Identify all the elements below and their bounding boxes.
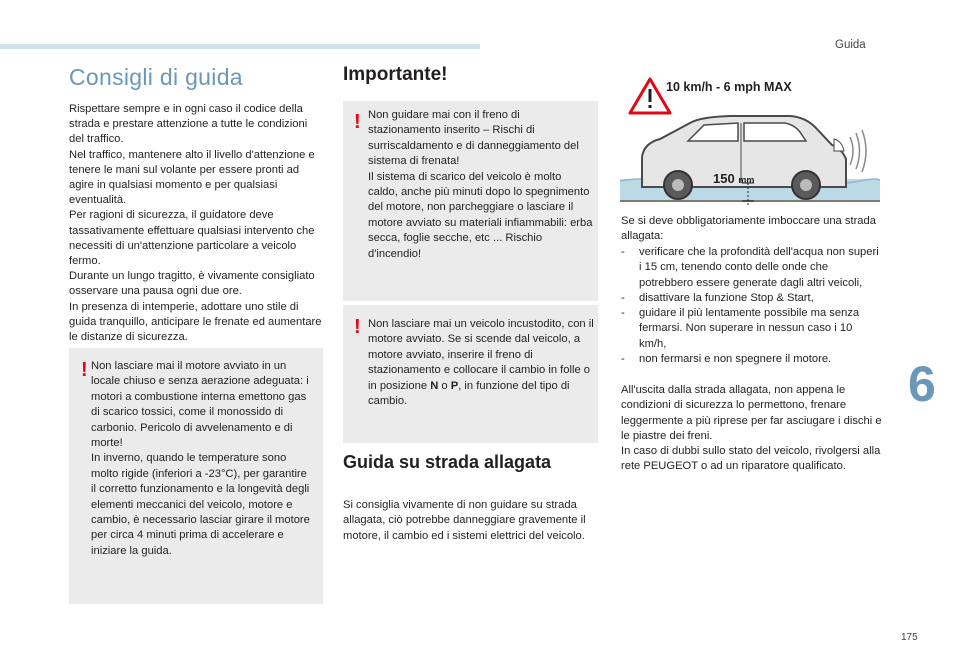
motion-lines-icon — [850, 130, 866, 172]
warning-engine-text: Non lasciare mai il motore avviato in un locale chiuso e senza aerazione adeguata: i motori a combustione interna emettono gas di scarico tossici, come il monossido di carbonio. Pericolo di avvelenamento e di morte! In inverno, quando le temperature sono molto rigide (inferiori a -23°C), per garantire il corretto funzionamento e la longevità degli elementi meccanici del veicolo, motore e cambio, è necessario lasciar girare il motore per circa 4 minuti prima di accelerare e iniziare la guida. — [91, 360, 310, 557]
list-item-text: guidare il più lentamente possibile ma senza fermarsi. Non superare in nessun caso i 10 km/h, — [639, 307, 860, 350]
warning-unattended-text — [368, 317, 594, 409]
depth-label — [713, 171, 754, 186]
list-item: - verificare che la profondità dell'acqua non superi i 15 cm, tenendo conto delle onde che potrebbero essere generate dagli altri veicoli, — [621, 246, 879, 289]
list-item: - guidare il più lentamente possibile ma senza fermarsi. Non superare in nessun caso i 10 km/h, — [621, 307, 860, 350]
warning-brake-text: Non guidare mai con il freno di stazionamento inserito – Rischi di surriscaldamento e di danneggiamento del sistema di frenata! Il sistema di scarico del veicolo è molto caldo, anche più minuti dopo lo spegnimento del motore, non parcheggiare o lasciare il motore avviato su materiali infiammabili: erba secca, foglie secche, etc ... Rischio d'incendio! — [368, 109, 593, 260]
important-heading: Importante! — [343, 64, 448, 85]
list-item: - disattivare la funzione Stop & Start, — [621, 291, 814, 304]
instructions-list — [621, 245, 881, 367]
right-outro-text: All'uscita dalla strada allagata, non appena le condizioni di sicurezza lo permettono, frenare leggermente a più riprese per far asciugare i dischi e le piastre dei freni. In caso di dubbi sullo stato del veicolo, rivolgersi alla rete PEUGEOT o ad un riparatore qualificato. — [621, 384, 882, 473]
warning-unattended-text-o: o — [438, 379, 451, 392]
flooded-road-illustration — [620, 75, 880, 210]
warning-unattended-text-a: Non lasciare mai un veicolo incustodito, con il motore avviato. Se si scende dal veicolo, a motore avviato, inserire il freno di stazionamento e collocare il cambio in folle o in posizione — [368, 318, 594, 392]
warning-box-brake — [343, 101, 598, 301]
right-intro-text: Se si deve obbligatoriamente imboccare una strada allagata: — [621, 215, 876, 243]
gear-n-label: N — [430, 379, 439, 392]
exclamation-icon: ! — [81, 359, 88, 381]
warning-unattended-text-b: , in funzione del tipo di cambio. — [368, 379, 570, 408]
exclamation-icon: ! — [354, 316, 361, 338]
gear-p-label: P — [450, 379, 459, 392]
list-item-text: disattivare la funzione Stop & Start, — [639, 291, 814, 304]
speed-limit-label: 10 km/h - 6 mph MAX — [666, 80, 792, 94]
section-title: Consigli di guida — [69, 64, 243, 90]
list-item: - non fermarsi e non spegnere il motore. — [621, 353, 832, 366]
warning-triangle-icon — [630, 79, 670, 113]
header-bar — [0, 44, 480, 49]
car-in-water-svg — [620, 75, 880, 210]
page-number: 175 — [901, 632, 918, 643]
exclamation-icon: ! — [354, 111, 361, 133]
warning-box-engine — [69, 348, 323, 604]
header-title: Guida — [835, 39, 866, 51]
list-item-text: non fermarsi e non spegnere il motore. — [639, 353, 832, 366]
list-item-text: verificare che la profondità dell'acqua non superi i 15 cm, tenendo conto delle onde che potrebbero essere generate dagli altri veicoli, — [639, 246, 879, 289]
intro-paragraph: Rispettare sempre e in ogni caso il codice della strada e prestare attenzione a tutte le condizioni del traffico. Nel traffico, mantenere alto il livello d'attenzione e tenere le mani sul volante per essere pronti ad agire in qualsiasi momento e per qualsiasi eventualità. Per ragioni di sicurezza, il guidatore deve tassativamente effettuare qualsiasi intervento che necessiti di un'attenzione particolare a veicolo fermo. Durante un lungo tragitto, è vivamente consigliato osservare una pausa ogni due ore. In presenza di intemperie, adottare uno stile di guida tranquillo, anticipare le frenate ed aumentare le distanze di sicurezza. — [69, 103, 322, 344]
flooded-road-text: Si consiglia vivamente di non guidare su strada allagata, ciò potrebbe danneggiare gravemente il motore, il cambio ed i sistemi elettrici del veicolo. — [343, 499, 586, 542]
depth-unit: mm — [738, 175, 755, 185]
depth-value: 150 — [713, 171, 735, 186]
warning-box-unattended — [343, 305, 598, 443]
flooded-road-heading: Guida su strada allagata — [343, 452, 552, 472]
intro-text-block — [69, 102, 324, 345]
chapter-number: 6 — [908, 356, 936, 412]
car-icon — [642, 116, 846, 199]
